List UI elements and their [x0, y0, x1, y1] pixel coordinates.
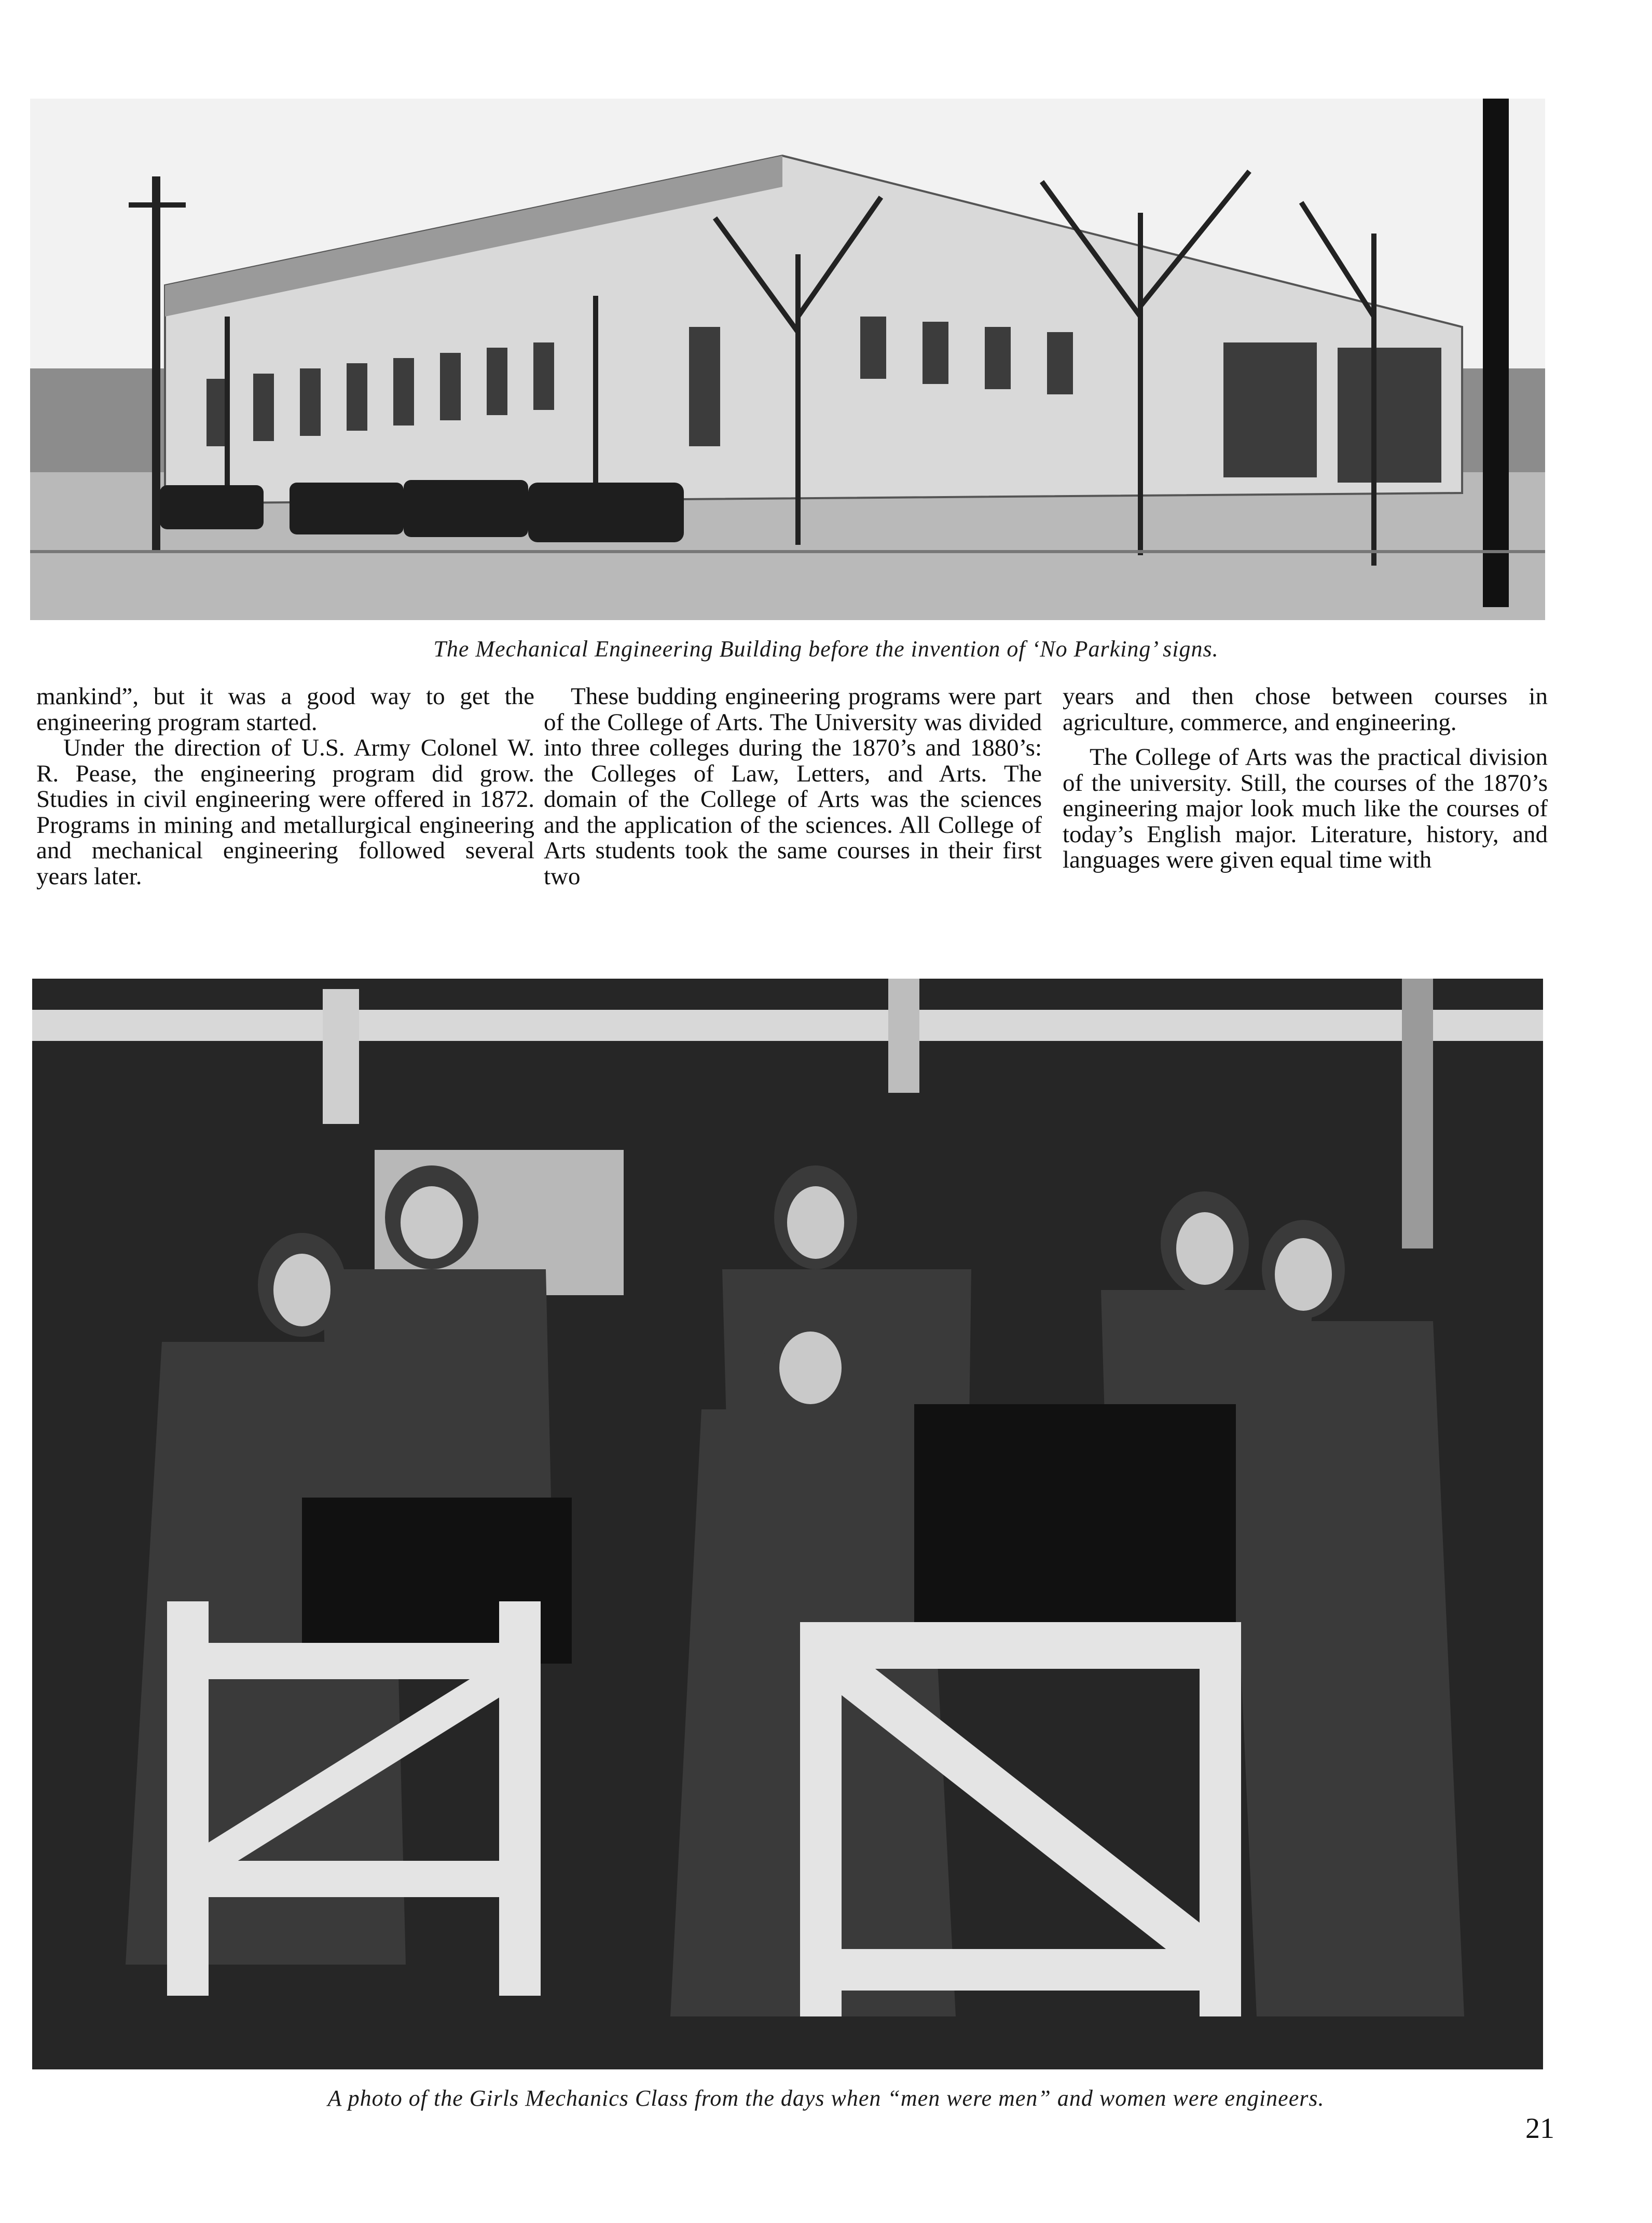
building-photo: [30, 99, 1545, 620]
text-column-2: [544, 684, 1042, 889]
paragraph: Under the direction of U.S. Army Colonel W. R. Pease, the engineering program did grow. Studies in civil engineering were offered in 1872. Programs in mining and metallurgical engineering and mechanical engineering followed several years later.: [36, 734, 534, 890]
paragraph: mankind”, but it was a good way to get the engineering program started.: [36, 683, 534, 736]
paragraph: These budding engineering programs were part of the College of Arts. The University was divided into three colleges during the 1870’s and 1880’s: the Colleges of Law, Letters, and Arts. The domain of the College of Arts was the sciences and the application of the sciences. All College of Arts students took the same courses in their first two: [544, 683, 1042, 890]
paragraph: The College of Arts was the practical division of the university. Still, the courses of the 1870’s engineering major look much like the courses of today’s English major. Literature, history, and languages were given equal time with: [1063, 744, 1548, 873]
text-column-1: [36, 684, 534, 889]
text-column-3: [1063, 684, 1548, 873]
workshop-photo-icon: [32, 979, 1543, 2069]
top-photo-caption: The Mechanical Engineering Building before the invention of ‘No Parking’ signs.: [433, 636, 1219, 662]
building-photo-icon: [30, 99, 1545, 620]
page-number: 21: [1525, 2112, 1554, 2145]
paragraph: years and then chose between courses in agriculture, commerce, and engineering.: [1063, 683, 1548, 736]
bottom-photo-caption: A photo of the Girls Mechanics Class from the days when “men were men” and women were engineers.: [327, 2085, 1325, 2111]
workshop-photo: [32, 979, 1543, 2069]
